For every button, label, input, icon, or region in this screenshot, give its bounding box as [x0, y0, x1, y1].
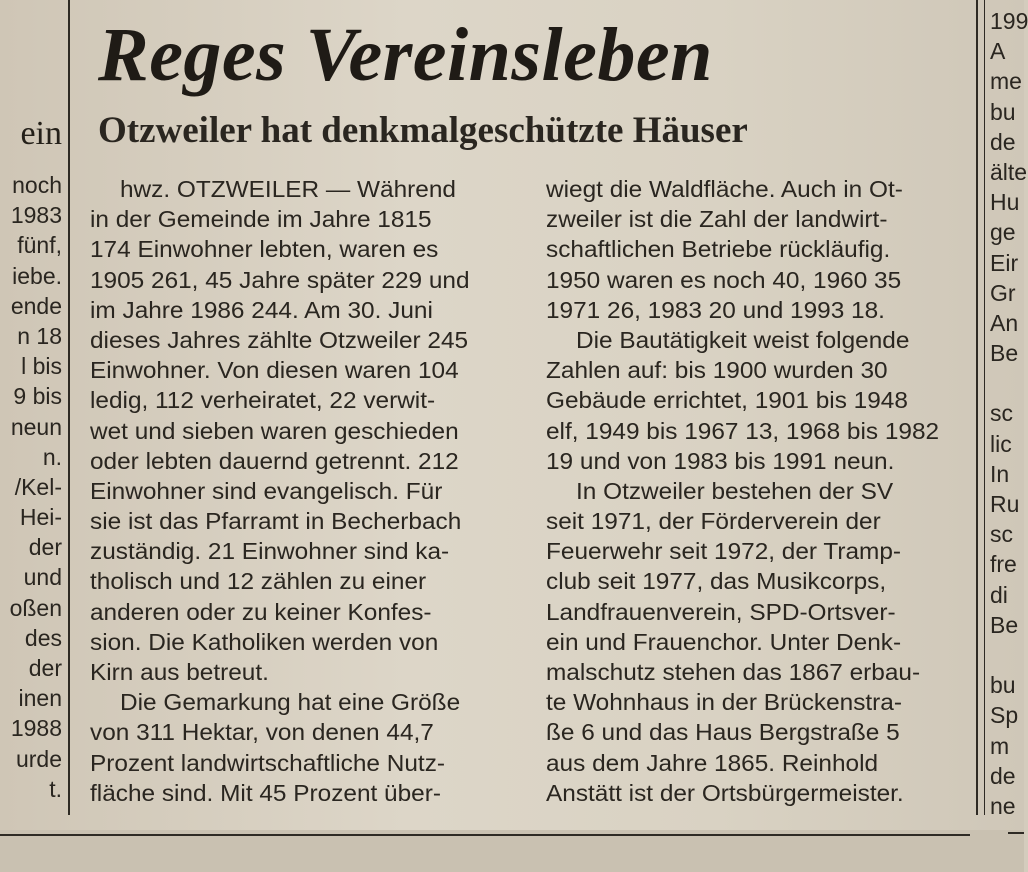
- text-line: dieses Jahres zählte Otzweiler 245: [90, 326, 469, 353]
- text-line: Landfrauenverein, SPD-Ortsver-: [546, 598, 896, 625]
- text-line: der: [28, 534, 62, 561]
- text-line: sion. Die Katholiken werden von: [90, 628, 439, 655]
- text-line: Prozent landwirtschaftliche Nutz-: [90, 749, 446, 776]
- corner-mark: [1008, 832, 1024, 834]
- text-line: Hu: [990, 189, 1020, 216]
- text-line: fläche sind. Mit 45 Prozent über-: [90, 779, 441, 806]
- text-line: An: [990, 309, 1019, 336]
- text-line: 1988: [10, 715, 62, 742]
- text-line: tholisch und 12 zählen zu einer: [90, 568, 427, 595]
- text-line: und: [23, 564, 62, 591]
- text-line: ße 6 und das Haus Bergstraße 5: [546, 719, 900, 746]
- text-line: Zahlen auf: bis 1900 wurden 30: [546, 357, 888, 384]
- text-line: wiegt die Waldfläche. Auch in Ot-: [546, 176, 903, 202]
- text-line: urde: [15, 745, 62, 772]
- text-line: Hei-: [19, 504, 62, 531]
- page-bottom-margin: [0, 830, 1024, 872]
- text-line: Anstätt ist der Ortsbürgermeister.: [546, 779, 904, 806]
- text-line: In Otzweiler bestehen der SV: [576, 477, 894, 504]
- text-line: Gr: [990, 279, 1016, 306]
- text-line: [990, 640, 1024, 670]
- text-line: sie ist das Pfarramt in Becherbach: [90, 508, 462, 535]
- text-line: de: [990, 128, 1016, 155]
- text-line: der: [28, 655, 62, 681]
- text-line: fre: [990, 551, 1017, 578]
- text-line: Be: [990, 611, 1019, 638]
- left-fragment-heading: ein: [20, 115, 62, 152]
- text-line: /Kel-: [14, 473, 62, 500]
- text-line: l bis: [21, 353, 62, 380]
- text-line: Einwohner. Von diesen waren 104: [90, 357, 459, 384]
- text-line: de: [990, 762, 1016, 789]
- left-column-rule: [68, 0, 70, 815]
- text-line: ne: [990, 792, 1016, 819]
- text-line: zuständig. 21 Einwohner sind ka-: [90, 538, 450, 565]
- text-line: hwz. OTZWEILER — Während: [120, 176, 456, 202]
- text-line: sc: [990, 521, 1013, 548]
- text-line: fünf,: [17, 232, 62, 259]
- text-line: ende: [10, 292, 62, 319]
- text-line: noch: [12, 172, 62, 198]
- text-line: iebe.: [12, 262, 62, 289]
- text-line: Ru: [990, 491, 1020, 517]
- text-line: malschutz stehen das 1867 erbau-: [546, 659, 921, 685]
- text-line: 1983: [10, 202, 62, 229]
- text-line: 1905 261, 45 Jahre später 229 und: [90, 266, 470, 293]
- text-line: sc: [990, 400, 1013, 427]
- text-line: neun: [10, 413, 62, 440]
- text-line: in der Gemeinde im Jahre 1815: [90, 206, 432, 233]
- text-line: A: [990, 38, 1006, 65]
- right-column-rule: [976, 0, 978, 815]
- text-line: ein und Frauenchor. Unter Denk-: [546, 628, 902, 655]
- text-line: 199: [990, 8, 1028, 34]
- text-line: bu: [990, 672, 1016, 699]
- text-line: di: [990, 581, 1008, 608]
- text-line: 9 bis: [13, 383, 62, 410]
- text-line: anderen oder zu keiner Konfes-: [90, 598, 432, 625]
- text-line: 1971 26, 1983 20 und 1993 18.: [546, 296, 885, 323]
- text-line: oder lebten dauernd getrennt. 212: [90, 447, 459, 474]
- bottom-rule: [0, 834, 970, 836]
- right-column-rule-inner: [984, 0, 985, 815]
- text-line: club seit 1977, das Musikcorps,: [546, 568, 887, 595]
- text-line: von 311 Hektar, von denen 44,7: [90, 719, 434, 746]
- text-line: elf, 1949 bis 1967 13, 1968 bis 1982: [546, 417, 940, 444]
- text-line: seit 1971, der Förderverein der: [546, 508, 881, 535]
- text-line: oßen: [9, 594, 62, 621]
- text-line: Eir: [990, 249, 1019, 276]
- text-line: Kirn aus betreut.: [90, 659, 269, 685]
- left-fragment-text: [0, 170, 62, 804]
- text-line: n.: [42, 443, 62, 470]
- text-line: ledig, 112 verheiratet, 22 verwit-: [90, 387, 436, 414]
- text-line: Sp: [990, 702, 1019, 729]
- text-line: t.: [49, 775, 62, 802]
- text-line: wet und sieben waren geschieden: [90, 417, 459, 444]
- text-line: me: [990, 68, 1022, 95]
- text-line: schaftlichen Betriebe rückläufig.: [546, 236, 891, 263]
- text-line: älte: [990, 158, 1028, 185]
- text-line: [990, 368, 1024, 398]
- text-line: inen: [18, 685, 62, 712]
- text-line: 1950 waren es noch 40, 1960 35: [546, 266, 902, 293]
- article-column-2: [546, 174, 976, 808]
- text-line: Die Gemarkung hat eine Größe: [120, 689, 461, 716]
- article-column-1: [90, 174, 520, 808]
- text-line: 174 Einwohner lebten, waren es: [90, 236, 439, 263]
- text-line: n 18: [17, 322, 62, 349]
- text-line: aus dem Jahre 1865. Reinhold: [546, 749, 879, 776]
- article-subheadline: Otzweiler hat denkmalgeschützte Häuser: [98, 110, 748, 151]
- text-line: Einwohner sind evangelisch. Für: [90, 477, 443, 504]
- text-line: des: [24, 624, 62, 651]
- text-line: In: [990, 460, 1010, 487]
- text-line: im Jahre 1986 244. Am 30. Juni: [90, 296, 433, 323]
- text-line: Die Bautätigkeit weist folgende: [576, 326, 910, 353]
- text-line: Gebäude errichtet, 1901 bis 1948: [546, 387, 908, 414]
- text-line: m: [990, 732, 1010, 759]
- text-line: Feuerwehr seit 1972, der Tramp-: [546, 538, 902, 565]
- text-line: ge: [990, 219, 1016, 246]
- article-headline: Reges Vereinsleben: [98, 13, 713, 97]
- text-line: bu: [990, 98, 1016, 125]
- text-line: 19 und von 1983 bis 1991 neun.: [546, 447, 895, 474]
- text-line: zweiler ist die Zahl der landwirt-: [546, 206, 888, 233]
- right-fragment-text: [990, 6, 1028, 821]
- text-line: lic: [990, 430, 1012, 457]
- text-line: Be: [990, 340, 1019, 367]
- text-line: te Wohnhaus in der Brückenstra-: [546, 689, 902, 716]
